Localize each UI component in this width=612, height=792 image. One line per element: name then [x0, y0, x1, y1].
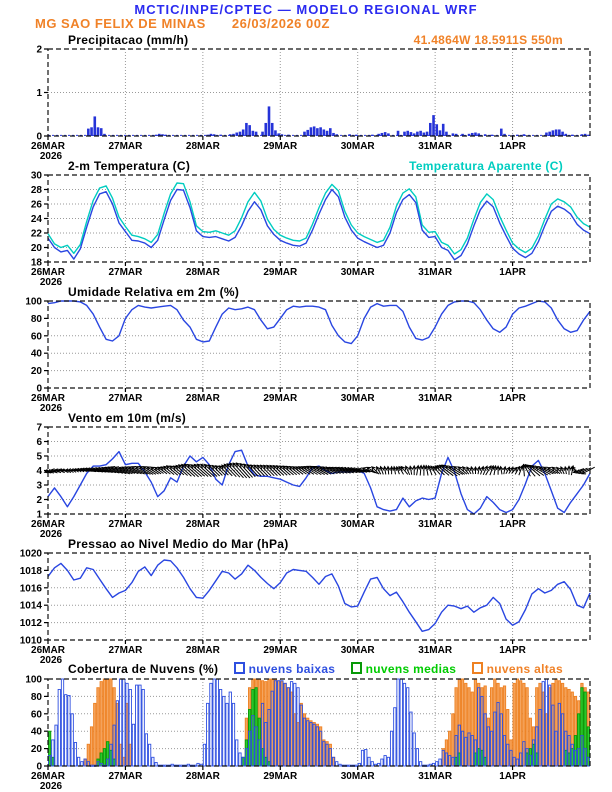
- cloud-bar-nuvens-baixas: [213, 679, 215, 766]
- cloud-bar-nuvens-baixas: [210, 683, 212, 766]
- precip-bar: [303, 132, 306, 136]
- y-tick-label: 80: [30, 691, 42, 703]
- cloud-bar-nuvens-baixas: [187, 764, 189, 766]
- y-tick-label: 1020: [19, 548, 42, 560]
- y-tick-label: 30: [30, 170, 42, 182]
- x-tick-label: 31MAR: [418, 519, 453, 530]
- y-tick-label: 1010: [19, 635, 42, 647]
- x-tick-label: 27MAR: [108, 141, 143, 152]
- y-tick-label: 0: [36, 761, 42, 773]
- y-tick-label: 3: [36, 480, 42, 492]
- y-tick-label: 1016: [19, 583, 42, 595]
- cloud-bar-nuvens-baixas: [216, 679, 218, 766]
- legend-nuvens-medias: nuvens medias: [351, 662, 457, 676]
- y-tick-label: 1018: [19, 565, 42, 577]
- cloud-bar-nuvens-baixas: [207, 703, 209, 766]
- precip-bar: [255, 132, 258, 136]
- y-tick-label: 60: [30, 331, 42, 343]
- cloud-bar-nuvens-baixas: [419, 762, 421, 766]
- x-tick-label: 1APR: [499, 771, 526, 782]
- cloud-bar-nuvens-baixas: [136, 685, 138, 766]
- cloud-bar-nuvens-baixas: [219, 689, 221, 766]
- cloud-bar-nuvens-baixas: [65, 695, 67, 766]
- cloud-bar-nuvens-altas: [90, 727, 92, 766]
- x-tick-label: 29MAR: [263, 645, 298, 656]
- precip-bar: [261, 132, 264, 136]
- x-tick-label: 26MAR: [31, 267, 65, 278]
- precip-bar: [432, 115, 435, 136]
- precip-bar: [310, 127, 313, 136]
- precip-bar: [323, 129, 326, 136]
- cloud-bar-nuvens-altas: [94, 703, 96, 766]
- panel-title-humidity: Umidade Relativa em 2m (%): [68, 285, 240, 299]
- y-tick-label: 0: [36, 383, 42, 395]
- cloud-bar-nuvens-medias: [103, 749, 105, 766]
- precip-bar: [445, 132, 448, 136]
- cloud-bar-nuvens-baixas: [397, 679, 399, 766]
- precip-bar: [397, 131, 400, 136]
- cloud-bar-nuvens-baixas: [368, 757, 370, 766]
- cloud-bar-nuvens-baixas: [81, 762, 83, 766]
- cloud-bar-nuvens-baixas: [416, 749, 418, 766]
- cloud-bar-nuvens-baixas: [371, 762, 373, 766]
- x-tick-label: 28MAR: [185, 645, 220, 656]
- y-tick-label: 20: [30, 744, 42, 756]
- cloud-bar-nuvens-baixas: [139, 685, 141, 766]
- temp-line: [48, 190, 590, 260]
- precip-bar: [219, 135, 222, 136]
- x-tick-label: 31MAR: [418, 141, 453, 152]
- precip-bar: [235, 133, 238, 136]
- x-tick-label: 26MAR: [31, 519, 65, 530]
- x-tick-year-label: 2026: [39, 403, 63, 414]
- precip-bar: [435, 124, 438, 136]
- x-tick-label: 30MAR: [340, 519, 375, 530]
- precip-bar: [587, 135, 590, 136]
- x-tick-year-label: 2026: [39, 277, 63, 288]
- precip-bar: [97, 127, 100, 136]
- x-tick-label: 28MAR: [185, 393, 220, 404]
- precip-bar: [571, 135, 574, 136]
- cloud-bar-nuvens-baixas: [390, 731, 392, 766]
- cloud-bar-nuvens-baixas: [55, 725, 57, 766]
- cloud-bar-nuvens-baixas: [394, 708, 396, 766]
- precip-bar: [500, 129, 503, 136]
- y-tick-label: 1: [36, 88, 42, 99]
- cloud-bar-nuvens-baixas: [203, 744, 205, 766]
- location-label: 41.4864W 18.5911S 550m: [413, 33, 563, 47]
- x-tick-label: 28MAR: [185, 141, 220, 152]
- cloud-bar-nuvens-baixas: [77, 757, 79, 766]
- precip-bar: [329, 128, 332, 136]
- precip-bar: [439, 130, 442, 136]
- x-tick-label: 1APR: [499, 267, 526, 278]
- precip-bar: [442, 124, 445, 136]
- y-tick-label: 1: [36, 509, 42, 521]
- precip-bar: [371, 135, 374, 136]
- cloud-bar-nuvens-altas: [97, 688, 99, 766]
- cloud-bar-nuvens-baixas: [239, 753, 241, 766]
- precip-bar: [548, 132, 551, 136]
- cloud-bar-nuvens-baixas: [410, 712, 412, 766]
- legend-nuvens-altas: nuvens altas: [472, 662, 563, 676]
- y-tick-label: 5: [36, 451, 42, 463]
- x-tick-label: 29MAR: [263, 771, 298, 782]
- wind-barb-arrow: [386, 467, 390, 475]
- precip-bar: [155, 135, 158, 136]
- precip-bar: [406, 131, 409, 136]
- run-datetime: 26/03/2026 00Z: [231, 16, 330, 31]
- y-tick-label: 2: [36, 495, 42, 506]
- precip-bar: [239, 132, 242, 136]
- cloud-bar-nuvens-baixas: [407, 688, 409, 766]
- cloud-bar-nuvens-baixas: [155, 763, 157, 766]
- precip-bar: [552, 130, 555, 136]
- wind-barb-arrow: [496, 466, 500, 475]
- legend-temperatura-aparente: Temperatura Aparente (C): [409, 159, 563, 173]
- y-tick-label: 26: [30, 199, 42, 211]
- y-tick-label: 18: [30, 257, 42, 269]
- y-tick-label: 40: [30, 726, 42, 738]
- precip-bar: [426, 132, 429, 136]
- x-tick-label: 29MAR: [263, 519, 298, 530]
- precip-bar: [555, 129, 558, 136]
- panel-title-pressure: Pressao ao Nivel Medio do Mar (hPa): [68, 537, 289, 551]
- cloud-bar-nuvens-baixas: [58, 689, 60, 766]
- x-tick-label: 31MAR: [418, 393, 453, 404]
- x-tick-label: 1APR: [499, 393, 526, 404]
- cloud-bar-nuvens-baixas: [74, 743, 76, 766]
- panel-title-wind: Vento em 10m (m/s): [68, 411, 187, 425]
- precip-bar: [326, 131, 329, 136]
- cloud-bar-nuvens-baixas: [171, 764, 173, 766]
- x-tick-label: 31MAR: [418, 267, 453, 278]
- cloud-bar-nuvens-baixas: [71, 714, 73, 766]
- y-tick-label: 7: [36, 422, 42, 434]
- x-tick-label: 31MAR: [418, 771, 453, 782]
- x-tick-label: 29MAR: [263, 141, 298, 152]
- y-tick-label: 80: [30, 313, 42, 325]
- cloud-bar-nuvens-baixas: [381, 759, 383, 766]
- precip-bar: [355, 135, 358, 136]
- x-tick-year-label: 2026: [39, 655, 63, 666]
- cloud-bar-nuvens-baixas: [400, 679, 402, 766]
- y-tick-label: 20: [30, 243, 42, 254]
- cloud-bar-nuvens-baixas: [132, 724, 134, 766]
- cloud-bar-nuvens-baixas: [148, 744, 150, 766]
- precip-bar: [419, 131, 422, 136]
- panel-title-precip: Precipitacao (mm/h): [68, 33, 189, 47]
- cloud-bar-nuvens-baixas: [336, 762, 338, 766]
- x-tick-label: 1APR: [499, 141, 526, 152]
- panel-title-clouds: Cobertura de Nuvens (%): [68, 662, 219, 676]
- y-tick-label: 100: [25, 296, 42, 308]
- cloud-bar-nuvens-baixas: [384, 756, 386, 766]
- precip-bar: [468, 134, 471, 136]
- x-tick-label: 28MAR: [185, 519, 220, 530]
- wind-barb-arrow: [412, 466, 416, 475]
- precip-bar: [245, 123, 248, 136]
- humidity-line: [48, 301, 590, 344]
- wind-barb-arrow: [416, 466, 420, 476]
- precip-bar: [416, 132, 419, 136]
- y-tick-label: 60: [30, 709, 42, 721]
- precip-bar: [306, 130, 309, 136]
- wind-barb-arrow: [582, 467, 595, 474]
- x-tick-year-label: 2026: [39, 529, 63, 540]
- x-tick-label: 1APR: [499, 645, 526, 656]
- y-tick-label: 1014: [19, 600, 42, 612]
- precip-bar: [561, 132, 564, 136]
- cloud-bar-nuvens-baixas: [236, 740, 238, 766]
- cloud-bar-nuvens-baixas: [413, 733, 415, 766]
- x-tick-label: 30MAR: [340, 267, 375, 278]
- y-tick-label: 24: [30, 214, 42, 225]
- x-tick-label: 26MAR: [31, 645, 65, 656]
- y-tick-label: 100: [25, 674, 42, 686]
- x-tick-label: 30MAR: [340, 141, 375, 152]
- precip-bar: [87, 129, 90, 136]
- cloud-bar-nuvens-baixas: [436, 762, 438, 766]
- cloud-bar-nuvens-baixas: [439, 759, 441, 766]
- precip-bar: [558, 129, 561, 136]
- cloud-bar-nuvens-baixas: [223, 696, 225, 766]
- cloud-bar-nuvens-baixas: [145, 734, 147, 766]
- precip-bar: [271, 123, 274, 136]
- x-tick-label: 30MAR: [340, 645, 375, 656]
- x-tick-label: 27MAR: [108, 645, 143, 656]
- wind-barb-arrow: [419, 466, 423, 476]
- cloud-bar-nuvens-baixas: [152, 757, 154, 766]
- cloud-bar-nuvens-baixas: [365, 749, 367, 766]
- y-tick-label: 22: [30, 228, 42, 240]
- precip-bar: [274, 130, 277, 136]
- y-tick-label: 0: [36, 131, 42, 143]
- y-tick-label: 40: [30, 348, 42, 360]
- x-tick-label: 27MAR: [108, 771, 143, 782]
- precip-bar: [248, 125, 251, 136]
- cloud-bar-nuvens-baixas: [142, 689, 144, 766]
- cloud-bar-nuvens-baixas: [403, 683, 405, 766]
- header-title: MCTIC/INPE/CPTEC — MODELO REGIONAL WRF: [134, 2, 478, 17]
- cloud-bar-nuvens-baixas: [229, 692, 231, 766]
- x-tick-label: 27MAR: [108, 267, 143, 278]
- cloud-bar-nuvens-baixas: [339, 764, 341, 766]
- x-tick-label: 31MAR: [418, 645, 453, 656]
- precip-bar: [452, 133, 455, 136]
- cloud-bar-nuvens-baixas: [123, 679, 125, 766]
- precip-bar: [100, 128, 103, 136]
- cloud-bar-nuvens-baixas: [361, 750, 363, 766]
- x-tick-label: 27MAR: [108, 393, 143, 404]
- x-tick-label: 28MAR: [185, 267, 220, 278]
- precip-bar: [319, 127, 322, 136]
- x-tick-label: 27MAR: [108, 519, 143, 530]
- cloud-bar-nuvens-baixas: [226, 703, 228, 766]
- precip-bar: [252, 131, 255, 136]
- precip-bar: [90, 127, 93, 136]
- x-tick-label: 30MAR: [340, 393, 375, 404]
- precip-bar: [316, 128, 319, 136]
- y-tick-label: 2: [36, 44, 42, 56]
- x-tick-label: 26MAR: [31, 141, 65, 152]
- y-tick-label: 6: [36, 437, 42, 448]
- x-tick-label: 26MAR: [31, 393, 65, 404]
- x-tick-label: 30MAR: [340, 771, 375, 782]
- station-name: MG SAO FELIX DE MINAS: [35, 16, 206, 31]
- precip-bar: [403, 132, 406, 136]
- precip-bar: [313, 126, 316, 136]
- pressure-frame: [48, 553, 590, 640]
- panel-title-temp: 2-m Temperatura (C): [68, 159, 191, 173]
- x-tick-label: 28MAR: [185, 771, 220, 782]
- cloud-bar-nuvens-altas: [513, 683, 515, 766]
- precip-bar: [429, 123, 432, 136]
- y-tick-label: 28: [30, 185, 42, 196]
- cloud-bar-nuvens-baixas: [61, 679, 63, 766]
- precip-bar: [93, 116, 96, 136]
- precip-bar: [268, 106, 271, 136]
- y-tick-label: 20: [30, 366, 42, 378]
- wind-line: [48, 450, 590, 514]
- precip-bar: [264, 123, 267, 136]
- x-tick-year-label: 2026: [39, 151, 63, 162]
- x-tick-label: 1APR: [499, 519, 526, 530]
- x-tick-label: 29MAR: [263, 267, 298, 278]
- y-tick-label: 1012: [19, 618, 42, 630]
- cloud-bar-nuvens-altas: [516, 679, 518, 766]
- precip-bar: [242, 129, 245, 136]
- cloud-bar-nuvens-baixas: [232, 703, 234, 766]
- x-tick-label: 29MAR: [263, 393, 298, 404]
- cloud-bar-nuvens-baixas: [355, 765, 357, 766]
- cloud-bar-nuvens-baixas: [68, 696, 70, 766]
- cloud-bar-nuvens-baixas: [387, 757, 389, 766]
- precip-bar: [387, 133, 390, 136]
- wind-barb-arrow: [383, 467, 387, 475]
- y-tick-label: 4: [36, 466, 42, 477]
- x-tick-label: 26MAR: [31, 771, 65, 782]
- legend-nuvens-baixas: nuvens baixas: [234, 662, 336, 676]
- x-tick-year-label: 2026: [39, 781, 63, 792]
- wind-barb-arrow: [499, 467, 503, 475]
